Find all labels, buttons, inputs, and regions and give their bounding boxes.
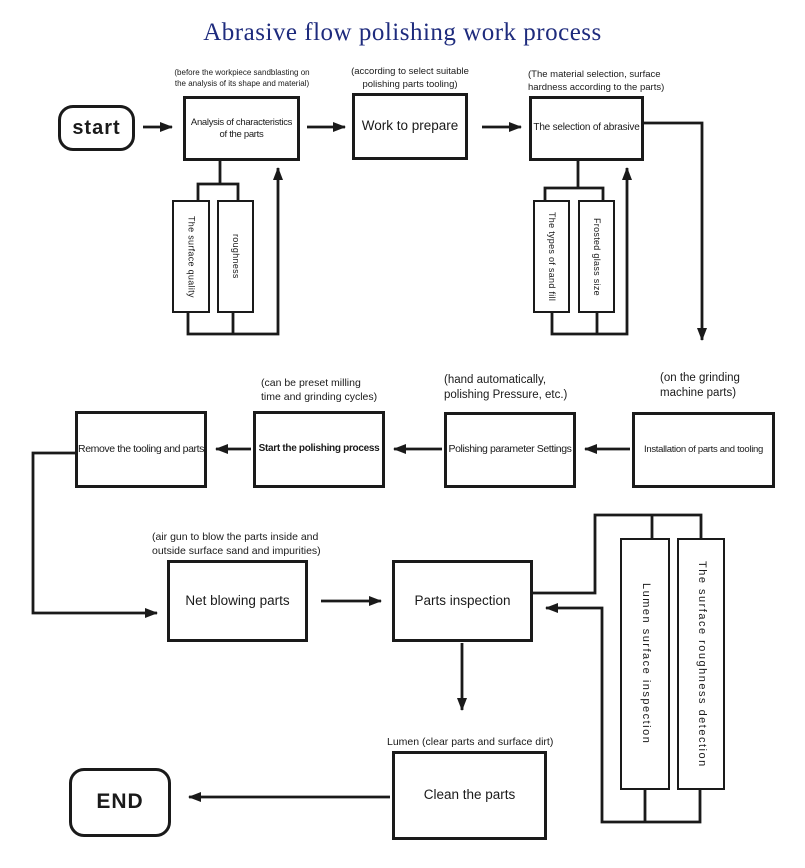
node-analysis xyxy=(183,96,300,161)
arrow-selection-to-installation xyxy=(644,123,702,340)
node-net-blowing xyxy=(167,560,308,642)
annotation-line: hardness according to the parts) xyxy=(528,81,665,93)
annotation-installation xyxy=(660,371,740,401)
annotation-line: (hand automatically, xyxy=(444,374,547,386)
node-frosted-glass-label: Frosted glass size xyxy=(592,217,603,296)
node-polishing-params-label: Polishing parameter Settings xyxy=(448,443,572,456)
node-parts-inspection-label: Parts inspection xyxy=(414,592,511,608)
annotation-line: (on the grinding xyxy=(660,372,740,384)
node-selection-label: The selection of abrasive xyxy=(533,122,640,134)
page-title: Abrasive flow polishing work process xyxy=(203,19,602,46)
node-work-prepare xyxy=(352,93,468,160)
annotation-work xyxy=(335,66,485,91)
node-installation xyxy=(632,412,775,488)
node-net-blowing-label: Net blowing parts xyxy=(185,592,290,608)
annotation-line: (air gun to blow the parts inside and xyxy=(152,531,319,543)
annotation-line: (The material selection, surface xyxy=(528,69,661,80)
node-selection xyxy=(529,96,644,161)
node-sand-types xyxy=(533,200,570,313)
node-clean-parts-label: Clean the parts xyxy=(423,787,516,803)
node-work-prepare-label: Work to prepare xyxy=(361,118,459,134)
annotation-line: polishing parts tooling) xyxy=(362,78,458,90)
node-roughness xyxy=(217,200,254,313)
node-start-label: start xyxy=(72,116,121,139)
annotation-line: time and grinding cycles) xyxy=(261,390,378,403)
node-remove-tooling-label: Remove the tooling and parts xyxy=(78,442,204,455)
node-sand-types-label: The types of sand fill xyxy=(547,211,558,302)
node-installation-label: Installation of parts and tooling xyxy=(644,444,763,456)
annotation-line: machine parts) xyxy=(660,387,737,400)
annotation-polishing-params xyxy=(444,373,567,403)
line-inspection-to-detectors-top xyxy=(532,515,701,593)
annotation-net-blowing xyxy=(152,531,321,559)
node-lumen-inspection xyxy=(620,538,670,790)
node-roughness-label: roughness xyxy=(231,234,242,279)
node-start xyxy=(58,105,135,151)
annotation-line: (can be preset milling xyxy=(261,377,361,389)
annotation-line: the analysis of its shape and material) xyxy=(174,78,310,88)
node-polishing-params xyxy=(444,412,576,488)
node-clean-parts xyxy=(392,751,547,840)
node-frosted-glass xyxy=(578,200,615,313)
node-parts-inspection xyxy=(392,560,533,642)
annotation-clean-parts xyxy=(387,736,553,750)
node-end-label: END xyxy=(96,790,144,814)
node-analysis-label: Analysis of characteristics of the parts xyxy=(190,116,293,140)
annotation-line: (according to select suitable xyxy=(351,66,469,77)
node-surface-quality-label: The surface quality xyxy=(186,215,197,298)
annotation-analysis xyxy=(166,68,318,89)
annotation-start-polishing xyxy=(261,377,377,405)
node-remove-tooling xyxy=(75,411,207,488)
annotation-line: polishing Pressure, etc.) xyxy=(444,389,568,402)
annotation-selection xyxy=(528,69,664,94)
node-roughness-detection-label: The surface roughness detection xyxy=(695,560,708,768)
annotation-line: (before the workpiece sandblasting on xyxy=(174,68,310,77)
node-start-polishing-label: Start the polishing process xyxy=(258,443,380,455)
node-lumen-inspection-label: Lumen surface inspection xyxy=(639,583,652,745)
node-roughness-detection xyxy=(677,538,725,790)
annotation-line: Lumen (clear parts and surface dirt) xyxy=(387,736,554,748)
annotation-line: outside surface sand and impurities) xyxy=(152,544,321,557)
node-surface-quality xyxy=(172,200,210,313)
node-start-polishing xyxy=(253,411,385,488)
node-end xyxy=(69,768,171,837)
